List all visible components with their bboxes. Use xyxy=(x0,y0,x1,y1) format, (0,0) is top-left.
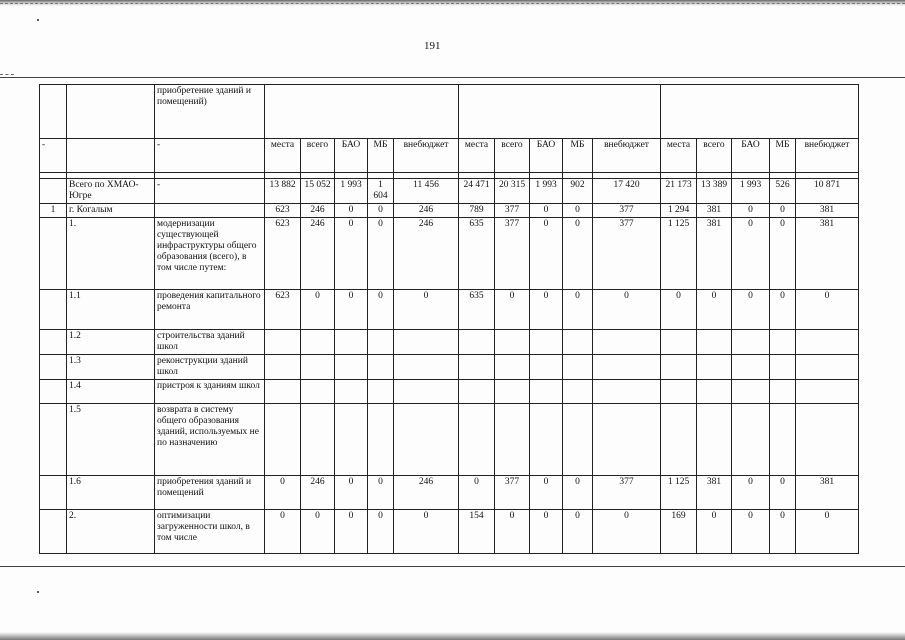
cell-value: 0 xyxy=(335,290,368,330)
cell-region: г. Когалым xyxy=(67,204,155,218)
cell-value xyxy=(265,404,301,476)
cell-num xyxy=(40,85,67,139)
cell-value: 21 173 xyxy=(661,179,697,204)
cell-value xyxy=(335,330,368,355)
table-row xyxy=(40,179,859,204)
cell-value xyxy=(593,404,661,476)
cell-value xyxy=(495,330,530,355)
cell-value xyxy=(265,355,301,380)
cell-value xyxy=(335,355,368,380)
data-table xyxy=(39,84,859,554)
table-row xyxy=(40,290,859,330)
cell-value xyxy=(593,330,661,355)
cell-value xyxy=(770,355,796,380)
cell-value xyxy=(770,330,796,355)
cell-value: 0 xyxy=(563,290,593,330)
cell-value: 0 xyxy=(495,510,530,554)
cell-num xyxy=(40,290,67,330)
cell-value: 246 xyxy=(394,218,459,290)
cell-value xyxy=(593,355,661,380)
cell-num xyxy=(40,476,67,510)
cell-value: 169 xyxy=(661,510,697,554)
cell-value xyxy=(697,380,732,404)
cell-value: 1 125 xyxy=(661,476,697,510)
col-header: БАО xyxy=(732,139,770,173)
table-row xyxy=(40,218,859,290)
cell-value: 623 xyxy=(265,290,301,330)
cell-value: 0 xyxy=(530,290,563,330)
cell-value: 0 xyxy=(796,510,859,554)
cell-value: 377 xyxy=(495,204,530,218)
cell-value xyxy=(563,380,593,404)
cell-region: 1.3 xyxy=(67,355,155,380)
scan-edge-mark xyxy=(0,74,14,75)
cell-value xyxy=(301,380,335,404)
cell-value: 24 471 xyxy=(459,179,495,204)
cell-value xyxy=(459,330,495,355)
cell-value: 0 xyxy=(732,510,770,554)
cell-name: модернизации существующей инфраструктуры общего образования (всего), в том числе путем: xyxy=(155,218,265,290)
cell-value xyxy=(697,355,732,380)
cell-value: 377 xyxy=(593,218,661,290)
cell-value: 0 xyxy=(697,510,732,554)
cell-value: 377 xyxy=(495,476,530,510)
cell-name: проведения капитального ремонта xyxy=(155,290,265,330)
cell-value: 0 xyxy=(368,510,394,554)
cell-value xyxy=(661,404,697,476)
table-row xyxy=(40,380,859,404)
page-rule-top xyxy=(0,77,905,78)
table-row xyxy=(40,355,859,380)
cell-num xyxy=(40,404,67,476)
cell-name: оптимизации загруженности школ, в том числе xyxy=(155,510,265,554)
cell-value xyxy=(732,380,770,404)
cell-value: 0 xyxy=(301,290,335,330)
cell-value: 0 xyxy=(770,476,796,510)
cell-value xyxy=(301,404,335,476)
cell-value xyxy=(495,404,530,476)
cell-value: 0 xyxy=(459,476,495,510)
cell-value: 0 xyxy=(530,218,563,290)
cell-value: 0 xyxy=(368,204,394,218)
cell-value: 0 xyxy=(732,204,770,218)
cell-value: 0 xyxy=(593,290,661,330)
cell-group-2 xyxy=(459,85,661,139)
cell-value: 0 xyxy=(530,510,563,554)
cell-value: 377 xyxy=(593,204,661,218)
cell-value: 0 xyxy=(530,476,563,510)
speck xyxy=(37,19,39,21)
cell-num xyxy=(40,179,67,204)
cell-value xyxy=(770,404,796,476)
cell-value: 0 xyxy=(593,510,661,554)
cell-value: 20 315 xyxy=(495,179,530,204)
cell-value xyxy=(530,330,563,355)
cell-value: 526 xyxy=(770,179,796,204)
cell-value: 13 882 xyxy=(265,179,301,204)
cell-value: 623 xyxy=(265,204,301,218)
cell-value: 0 xyxy=(563,510,593,554)
table-row xyxy=(40,330,859,355)
cell-value xyxy=(368,380,394,404)
cell-value: 0 xyxy=(368,290,394,330)
cell-value: 0 xyxy=(335,476,368,510)
table-row xyxy=(40,476,859,510)
cell-value: 381 xyxy=(796,204,859,218)
cell-value: 0 xyxy=(301,510,335,554)
cell-region: 1.4 xyxy=(67,380,155,404)
cell-value xyxy=(301,330,335,355)
cell-value: 902 xyxy=(563,179,593,204)
cell-name-continued: приобретение зданий и помещений) xyxy=(155,85,265,139)
cell-value xyxy=(459,380,495,404)
col-header: всего xyxy=(697,139,732,173)
cell-region: 2. xyxy=(67,510,155,554)
cell-num: - xyxy=(40,139,67,173)
cell-value xyxy=(563,330,593,355)
cell-name: реконструкции зданий школ xyxy=(155,355,265,380)
cell-value xyxy=(796,355,859,380)
cell-value: 0 xyxy=(661,290,697,330)
cell-value: 0 xyxy=(732,218,770,290)
cell-name: пристроя к зданиям школ xyxy=(155,380,265,404)
cell-value: 246 xyxy=(301,204,335,218)
cell-name: приобретения зданий и помещений xyxy=(155,476,265,510)
cell-value: 246 xyxy=(301,218,335,290)
page-number: 191 xyxy=(424,40,441,52)
cell-value: 246 xyxy=(394,204,459,218)
cell-value xyxy=(265,330,301,355)
col-header: всего xyxy=(301,139,335,173)
cell-value xyxy=(530,355,563,380)
col-header: внебюджет xyxy=(593,139,661,173)
cell-value: 0 xyxy=(368,218,394,290)
cell-value: 1 604 xyxy=(368,179,394,204)
cell-value xyxy=(495,380,530,404)
cell-value: 0 xyxy=(563,476,593,510)
cell-num xyxy=(40,510,67,554)
cell-value xyxy=(394,404,459,476)
cell-value: 0 xyxy=(770,204,796,218)
cell-value: 0 xyxy=(530,204,563,218)
cell-name: строительства зданий школ xyxy=(155,330,265,355)
cell-value xyxy=(265,380,301,404)
cell-num xyxy=(40,380,67,404)
cell-region: Всего по ХМАО-Югре xyxy=(67,179,155,204)
col-header: БАО xyxy=(335,139,368,173)
cell-num xyxy=(40,218,67,290)
cell-value: 623 xyxy=(265,218,301,290)
cell-region: 1.2 xyxy=(67,330,155,355)
cell-value xyxy=(459,404,495,476)
cell-value: 0 xyxy=(368,476,394,510)
cell-value: 0 xyxy=(394,510,459,554)
cell-value: 0 xyxy=(335,218,368,290)
col-header: МБ xyxy=(770,139,796,173)
cell-value: 0 xyxy=(732,290,770,330)
col-header: внебюджет xyxy=(796,139,859,173)
cell-value: 1 294 xyxy=(661,204,697,218)
cell-num xyxy=(40,355,67,380)
cell-value xyxy=(796,330,859,355)
cell-value: 13 389 xyxy=(697,179,732,204)
col-header: внебюджет xyxy=(394,139,459,173)
cell-value: 381 xyxy=(697,204,732,218)
cell-value: 0 xyxy=(495,290,530,330)
cell-value xyxy=(732,355,770,380)
cell-name: - xyxy=(155,179,265,204)
cell-value xyxy=(368,355,394,380)
cell-value xyxy=(335,404,368,476)
table-row xyxy=(40,510,859,554)
cell-value xyxy=(394,330,459,355)
cell-value: 1 993 xyxy=(335,179,368,204)
cell-value: 0 xyxy=(335,510,368,554)
cell-region: 1. xyxy=(67,218,155,290)
cell-value xyxy=(732,330,770,355)
cell-value: 0 xyxy=(563,218,593,290)
cell-value: 635 xyxy=(459,218,495,290)
col-header: места xyxy=(265,139,301,173)
cell-value: 381 xyxy=(796,476,859,510)
cell-value: 377 xyxy=(495,218,530,290)
cell-value: 381 xyxy=(697,218,732,290)
cell-value xyxy=(697,404,732,476)
cell-value xyxy=(530,380,563,404)
cell-value: 17 420 xyxy=(593,179,661,204)
cell-group-1 xyxy=(265,85,459,139)
cell-name: - xyxy=(155,139,265,173)
col-header: МБ xyxy=(563,139,593,173)
cell-value: 154 xyxy=(459,510,495,554)
table-row xyxy=(40,204,859,218)
cell-value: 0 xyxy=(335,204,368,218)
cell-value: 0 xyxy=(796,290,859,330)
cell-value: 1 993 xyxy=(732,179,770,204)
cell-name xyxy=(155,204,265,218)
cell-value xyxy=(459,355,495,380)
cell-value: 0 xyxy=(563,204,593,218)
cell-value: 246 xyxy=(394,476,459,510)
cell-value xyxy=(661,355,697,380)
cell-value: 10 871 xyxy=(796,179,859,204)
cell-value: 0 xyxy=(394,290,459,330)
cell-region xyxy=(67,139,155,173)
cell-value xyxy=(661,380,697,404)
cell-region: 1.5 xyxy=(67,404,155,476)
col-header: всего xyxy=(495,139,530,173)
col-header: БАО xyxy=(530,139,563,173)
cell-value: 789 xyxy=(459,204,495,218)
cell-region: 1.6 xyxy=(67,476,155,510)
cell-value: 11 456 xyxy=(394,179,459,204)
speck xyxy=(37,591,39,593)
cell-value xyxy=(394,355,459,380)
cell-value: 1 125 xyxy=(661,218,697,290)
cell-value xyxy=(697,330,732,355)
cell-value: 0 xyxy=(732,476,770,510)
cell-value xyxy=(530,404,563,476)
cell-value xyxy=(593,380,661,404)
cell-value xyxy=(335,380,368,404)
cell-value: 1 993 xyxy=(530,179,563,204)
cell-value: 0 xyxy=(770,290,796,330)
table-row xyxy=(40,404,859,476)
scan-edge-bottom xyxy=(0,632,905,640)
cell-value xyxy=(368,330,394,355)
cell-value: 0 xyxy=(265,510,301,554)
cell-value xyxy=(368,404,394,476)
col-header: МБ xyxy=(368,139,394,173)
cell-value: 381 xyxy=(796,218,859,290)
cell-value xyxy=(661,330,697,355)
cell-value: 0 xyxy=(697,290,732,330)
col-header: места xyxy=(459,139,495,173)
cell-value: 377 xyxy=(593,476,661,510)
column-header-row xyxy=(40,139,859,173)
cell-value xyxy=(495,355,530,380)
cell-value xyxy=(796,404,859,476)
cell-value: 0 xyxy=(770,510,796,554)
cell-value xyxy=(563,355,593,380)
cell-value: 0 xyxy=(770,218,796,290)
header-row-continued xyxy=(40,85,859,139)
cell-value xyxy=(770,380,796,404)
cell-name: возврата в систему общего образования зданий, используемых не по назначению xyxy=(155,404,265,476)
page-rule-bottom xyxy=(0,566,905,567)
cell-value xyxy=(563,404,593,476)
cell-num xyxy=(40,330,67,355)
cell-value xyxy=(732,404,770,476)
cell-value: 0 xyxy=(265,476,301,510)
cell-region xyxy=(67,85,155,139)
cell-region: 1.1 xyxy=(67,290,155,330)
cell-value: 635 xyxy=(459,290,495,330)
cell-value xyxy=(796,380,859,404)
cell-value: 15 052 xyxy=(301,179,335,204)
cell-num: 1 xyxy=(40,204,67,218)
cell-group-3 xyxy=(661,85,859,139)
scan-line-top xyxy=(0,3,905,4)
cell-value: 381 xyxy=(697,476,732,510)
cell-value: 246 xyxy=(301,476,335,510)
col-header: места xyxy=(661,139,697,173)
cell-value xyxy=(394,380,459,404)
cell-value xyxy=(301,355,335,380)
